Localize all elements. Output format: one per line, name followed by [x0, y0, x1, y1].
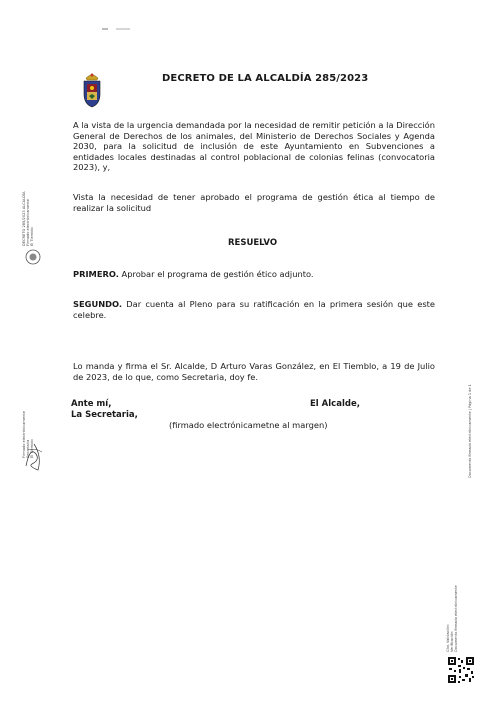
scan-mark	[100, 27, 140, 31]
resuelvo-heading: RESUELVO	[228, 238, 278, 248]
intro-paragraph: A la vista de la urgencia demandada por la necesidad de remitir petición a la Dirección General de Derechos de los animales, del Ministerio de Derechos Sociales y Agenda 2030, para la solicitud de inclusión de este Ayuntamiento en Subvenciones a entidades locales destinadas al control poblacional de colonias felinas (convocatoria 2023), y,	[73, 120, 435, 173]
mayor-label: El Alcalde,	[310, 399, 360, 409]
right-page-note: Documento firmado electrónicamente | Página 1 de 1	[468, 384, 472, 478]
secretary-signature-block	[71, 399, 138, 421]
second-paragraph: Vista la necesidad de tener aprobado el programa de gestión ética al tiempo de realizar la solicitud	[73, 192, 435, 213]
segundo-text: Dar cuenta al Pleno para su ratificación en la primera sesión que este celebre.	[73, 299, 435, 320]
qr-code-icon	[447, 656, 475, 684]
primero-label: PRIMERO.	[73, 269, 119, 279]
secretaria-label: La Secretaria,	[71, 410, 138, 420]
seal-icon	[24, 246, 42, 268]
signed-note: (firmado electrónicametne al margen)	[169, 420, 328, 430]
left-signature-text-2: Firmado electrónicamente Secretaria El Tiemblo	[22, 410, 35, 458]
coat-of-arms-icon	[80, 70, 104, 110]
handwritten-signature-icon	[22, 436, 46, 476]
primero-paragraph	[73, 269, 435, 280]
segundo-paragraph	[73, 299, 435, 320]
closing-paragraph: Lo manda y firma el Sr. Alcalde, D Arturo Varas González, en El Tiemblo, a 19 de Julio de 2023, de lo que, como Secretaria, doy fe.	[73, 361, 435, 382]
segundo-label: SEGUNDO.	[73, 299, 123, 309]
ante-mi-label: Ante mí,	[71, 399, 112, 409]
decree-title: DECRETO DE LA ALCALDÍA 285/2023	[162, 73, 369, 84]
primero-text: Aprobar el programa de gestión ético adjunto.	[118, 269, 314, 279]
left-signature-text-1: DECRETO 285/2023 ALCALDÍA Firmado electrónicamente El Tiemblo	[22, 191, 35, 246]
right-csv-text: Cód. Validación: Verificación: Documento firmado electrónicamente	[446, 585, 459, 652]
